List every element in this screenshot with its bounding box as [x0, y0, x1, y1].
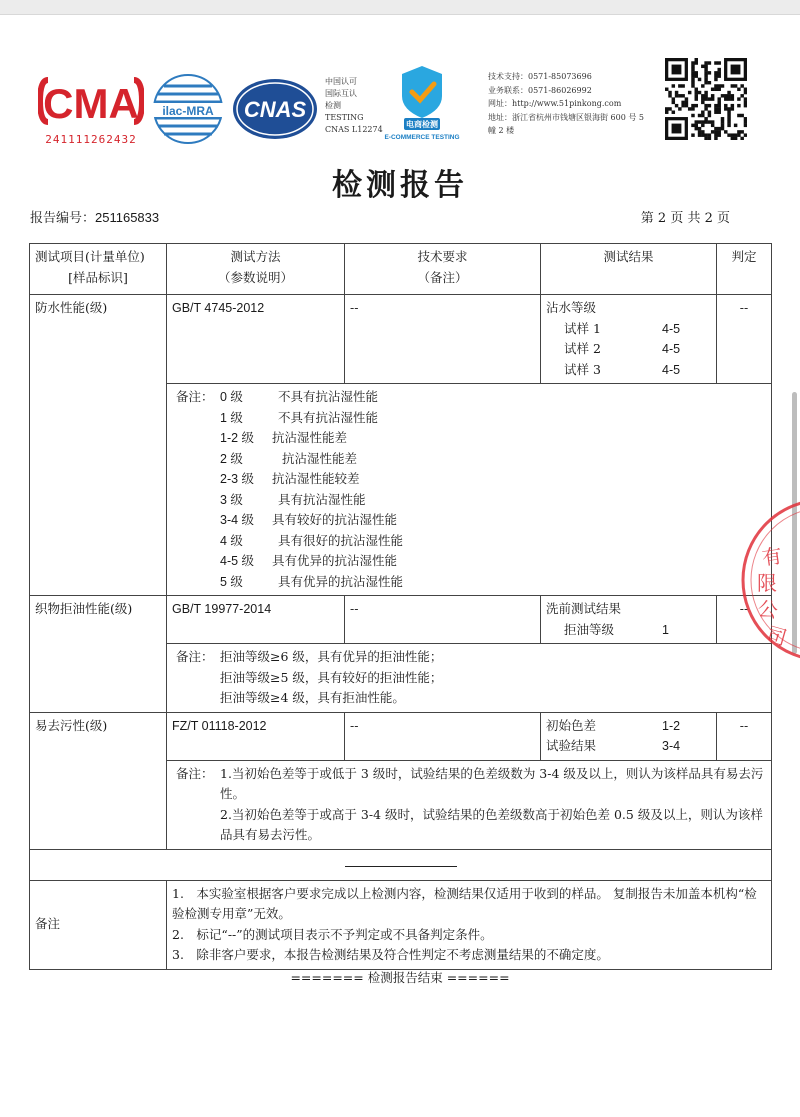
- header-item-line1: 测试项目(计量单位): [35, 249, 145, 264]
- note-row: [176, 408, 766, 429]
- note-label: 备注：: [176, 389, 214, 404]
- note-text: 1.当初始色差等于或低于 3 级时，试验结果的色差级数为 3-4 级及以上，则认为该样品具有易去污性。: [220, 765, 764, 801]
- remarks-label: 备注: [30, 880, 167, 969]
- result-soil-value: 1-2: [662, 718, 681, 733]
- note-soil: [167, 760, 772, 849]
- requirement-oil: --: [345, 596, 541, 644]
- note-row: [176, 490, 766, 511]
- note-text: 拒油等级≥5 级，具有较好的拒油性能；: [220, 669, 443, 685]
- ilac-logo-text: ilac-MRA: [162, 104, 214, 118]
- qr-code-icon[interactable]: [665, 58, 747, 140]
- header-item: [30, 244, 167, 295]
- note-desc: 不具有抗沾湿性能: [278, 409, 379, 425]
- note-desc: 抗沾湿性能差: [272, 430, 348, 445]
- note-water: [167, 384, 772, 596]
- note-level: 3-4 级: [220, 513, 255, 527]
- note-label: 备注：: [176, 765, 214, 781]
- page-title: 检测报告: [332, 168, 468, 203]
- header-requirement-line1: 技术要求: [417, 249, 468, 264]
- note-level: 0 级: [220, 390, 243, 404]
- ilac-mra-logo: [150, 72, 226, 146]
- table-header-row: [30, 244, 772, 295]
- table-row: [30, 712, 772, 760]
- cnas-info-line: CNAS L12274: [325, 125, 383, 134]
- item-water: 防水性能(级): [30, 295, 167, 596]
- test-results-table: [29, 243, 772, 970]
- note-level: 3 级: [220, 492, 243, 507]
- result-soil-value: 3-4: [662, 739, 681, 753]
- note-oil: [167, 644, 772, 713]
- report-number: [30, 207, 159, 226]
- note-row: [176, 572, 766, 593]
- ecommerce-logo-en: E-COMMERCE TESTING: [384, 134, 460, 141]
- method-oil: GB/T 19977-2014: [167, 596, 345, 644]
- note-level: 2 级: [220, 451, 243, 466]
- sample-value: 4-5: [662, 342, 681, 356]
- report-end-marker: ======= 检测报告结束 ======: [290, 970, 510, 985]
- svg-text:公: 公: [756, 596, 780, 623]
- result-sample-row: [546, 339, 711, 360]
- cnas-logo-text: CNAS: [243, 97, 307, 122]
- table-row: [30, 596, 772, 644]
- note-desc: 具有较好的抗沾湿性能: [272, 512, 398, 527]
- contact-line: 业务联系：0571-86026992: [488, 85, 592, 95]
- note-row: [176, 510, 766, 531]
- note-level: 1-2 级: [220, 431, 255, 445]
- note-row: [176, 551, 766, 572]
- note-level: 2-3 级: [220, 472, 255, 486]
- result-soil-label: 初始色差: [546, 717, 597, 733]
- remarks-row: [30, 880, 772, 969]
- header-method-line2: （参数说明）: [217, 269, 293, 285]
- note-desc: 具有优异的抗沾湿性能: [278, 573, 404, 589]
- sample-label: 试样 2: [564, 341, 601, 356]
- method-water: GB/T 4745-2012: [167, 295, 345, 384]
- separator-line: [345, 866, 457, 867]
- note-row: [176, 387, 766, 408]
- header-requirement: [345, 244, 541, 295]
- judgment-water: --: [717, 295, 772, 384]
- report-number-value: 251165833: [95, 210, 160, 225]
- result-soil-label: 试验结果: [546, 738, 597, 753]
- method-soil: FZ/T 01118-2012: [167, 712, 345, 760]
- note-text: 2.当初始色差等于或高于 3-4 级时，试验结果的色差级数高于初始色差 0.5 级及以上，则认为该样品具有易去污性。: [220, 806, 763, 842]
- contact-line: 技术支持：0571-85073696: [488, 72, 592, 81]
- note-level: 1 级: [220, 410, 243, 425]
- header-requirement-line2: （备注）: [417, 269, 468, 285]
- ecommerce-testing-logo: [380, 62, 464, 142]
- header-judgment: 判定: [717, 244, 772, 295]
- note-desc: 抗沾湿性能差: [282, 450, 358, 466]
- sample-label: 试样 1: [564, 320, 601, 336]
- cma-code: 241111262432: [45, 133, 137, 146]
- svg-text:限: 限: [757, 571, 777, 595]
- remarks-content: [167, 880, 772, 969]
- note-row: [176, 469, 766, 490]
- result-water-title: 沾水等级: [546, 300, 597, 315]
- note-level: 4-5 级: [220, 554, 255, 568]
- page-indicator: 第 2 页 共 2 页: [640, 211, 730, 226]
- requirement-soil: --: [345, 712, 541, 760]
- note-level: 5 级: [220, 574, 243, 589]
- judgment-soil: --: [717, 712, 772, 760]
- contact-info: [488, 70, 653, 138]
- cnas-info-line: TESTING: [325, 113, 364, 122]
- note-row: [176, 428, 766, 449]
- note-desc: 抗沾湿性能较差: [272, 471, 360, 486]
- result-water: [541, 295, 717, 384]
- header-method-line1: 测试方法: [230, 249, 281, 264]
- result-oil-label: 拒油等级: [564, 621, 615, 637]
- note-row: [176, 531, 766, 552]
- item-oil: 织物拒油性能(级): [30, 596, 167, 713]
- cnas-info-line: 中国认可: [325, 77, 357, 86]
- company-seal-stamp: [735, 495, 800, 665]
- result-sample-row: [546, 319, 711, 340]
- result-sample-row: [546, 360, 711, 381]
- remarks-item: 1. 本实验室根据客户要求完成以上检测内容，检测结果仅适用于收到的样品。 复制报告未加盖本机构“检验检测专用章”无效。: [172, 885, 757, 921]
- contact-line: 地址：浙江省杭州市钱塘区银海街 600 号 5 幢 2 楼: [488, 112, 644, 135]
- sample-value: 4-5: [662, 362, 681, 377]
- item-soil: 易去污性(级): [30, 712, 167, 849]
- result-oil-value: 1: [662, 622, 669, 637]
- cma-logo: [38, 74, 144, 146]
- note-text: 拒油等级≥4 级，具有拒油性能。: [220, 690, 405, 705]
- cma-logo-text: CMA: [43, 80, 139, 127]
- sample-label: 试样 3: [564, 361, 601, 377]
- remarks-item: 3. 除非客户要求，本报告检测结果及符合性判定不考虑测量结果的不确定度。: [172, 947, 609, 962]
- note-desc: 具有优异的抗沾湿性能: [272, 553, 398, 568]
- requirement-water: --: [345, 295, 541, 384]
- note-label: 备注：: [176, 649, 214, 664]
- table-row: [30, 295, 772, 384]
- cnas-info-line: 检测: [325, 101, 341, 110]
- note-text: 拒油等级≥6 级，具有优异的拒油性能；: [220, 649, 443, 664]
- note-desc: 具有抗沾湿性能: [278, 491, 366, 507]
- judgment-oil: --: [717, 596, 772, 644]
- svg-text:有: 有: [760, 543, 784, 570]
- header-result: 测试结果: [541, 244, 717, 295]
- sample-value: 4-5: [662, 321, 681, 336]
- browser-top-bar: [0, 0, 800, 15]
- contact-line: 网址：http://www.51pinkong.com: [488, 99, 622, 108]
- result-oil: [541, 596, 717, 644]
- separator-row: [30, 849, 772, 880]
- cnas-logo: [230, 76, 320, 142]
- result-soil: [541, 712, 717, 760]
- note-desc: 不具有抗沾湿性能: [278, 389, 379, 404]
- note-row: [176, 449, 766, 470]
- note-level: 4 级: [220, 533, 243, 548]
- svg-text:司: 司: [763, 621, 790, 651]
- report-number-label: 报告编号：: [30, 211, 96, 226]
- result-oil-title: 洗前测试结果: [546, 601, 622, 616]
- note-desc: 具有很好的抗沾湿性能: [278, 532, 404, 548]
- header-method: [167, 244, 345, 295]
- ecommerce-logo-cn: 电商检测: [406, 120, 438, 129]
- remarks-item: 2. 标记“--”的测试项目表示不予判定或不具备判定条件。: [172, 926, 493, 942]
- cnas-info-line: 国际互认: [325, 89, 357, 98]
- header-item-line2: [样品标识]: [68, 269, 128, 285]
- cnas-accreditation-text: [325, 76, 383, 136]
